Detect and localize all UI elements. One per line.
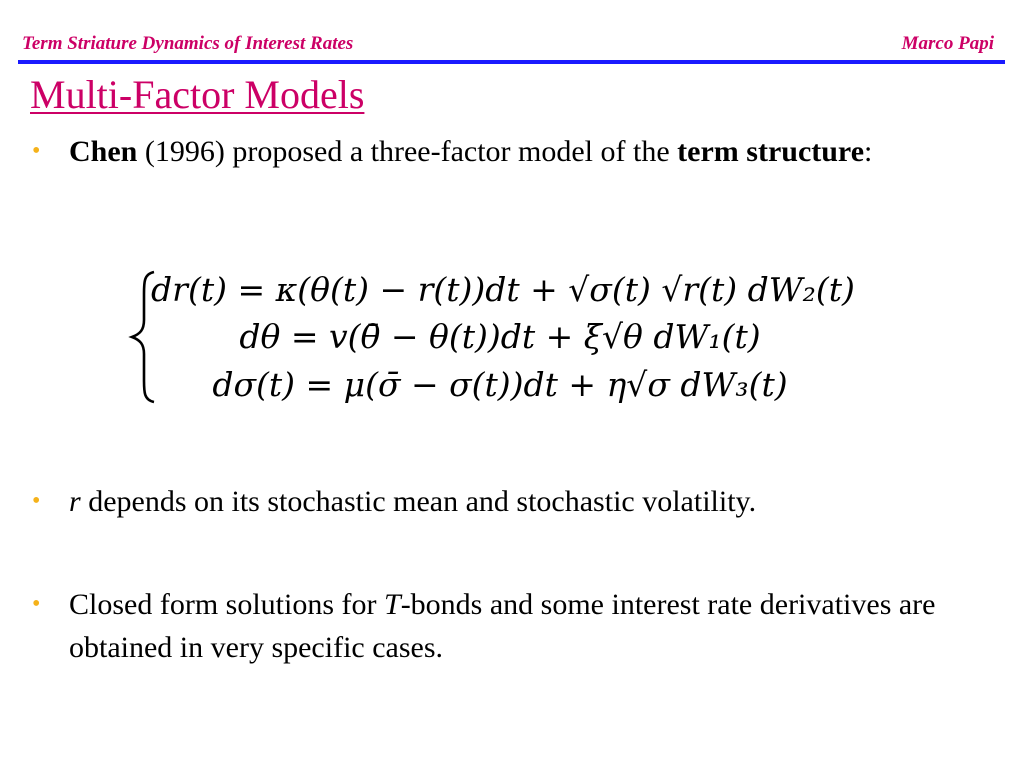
- bullet-dot: •: [32, 591, 41, 617]
- closed-form-pre: Closed form solutions for: [69, 588, 384, 621]
- var-T: T: [384, 588, 401, 621]
- colon: :: [864, 135, 873, 168]
- closed-form-post: -bonds and some interest rate derivatives are obtained in very specific cases.: [69, 588, 936, 664]
- author-name: Chen: [69, 135, 138, 168]
- bullet-r-body: depends on its stochastic mean and stochastic volatility.: [80, 485, 757, 518]
- header-title: Term Striature Dynamics of Interest Rates: [22, 33, 354, 54]
- term-word: term: [677, 135, 739, 168]
- equation-system: [128, 262, 928, 412]
- bullet-chen-body: (1996) proposed a three-factor model of the: [144, 135, 670, 168]
- var-r: r: [69, 485, 81, 518]
- equation-1: dr(t) = κ(θ(t) − r(t))dt + √σ(t) √r(t) dW₂(t): [151, 270, 855, 309]
- equation-3: dσ(t) = μ(σ̄ − σ(t))dt + η√σ dW₃(t): [212, 365, 788, 404]
- header-rule: [18, 60, 1005, 64]
- bullet-dot: •: [32, 488, 41, 514]
- bullet-closed-form-text: [69, 583, 969, 669]
- slide-title: Multi-Factor Models: [30, 72, 365, 117]
- header-author: Marco Papi: [901, 33, 994, 54]
- equation-2: dθ = v(θ̄ − θ(t))dt + ξ√θ dW₁(t): [239, 317, 761, 356]
- bullet-dot: •: [32, 138, 41, 164]
- bullet-chen-text: [69, 130, 969, 173]
- structure-word: structure: [746, 135, 865, 168]
- bullet-r-text: [69, 480, 969, 523]
